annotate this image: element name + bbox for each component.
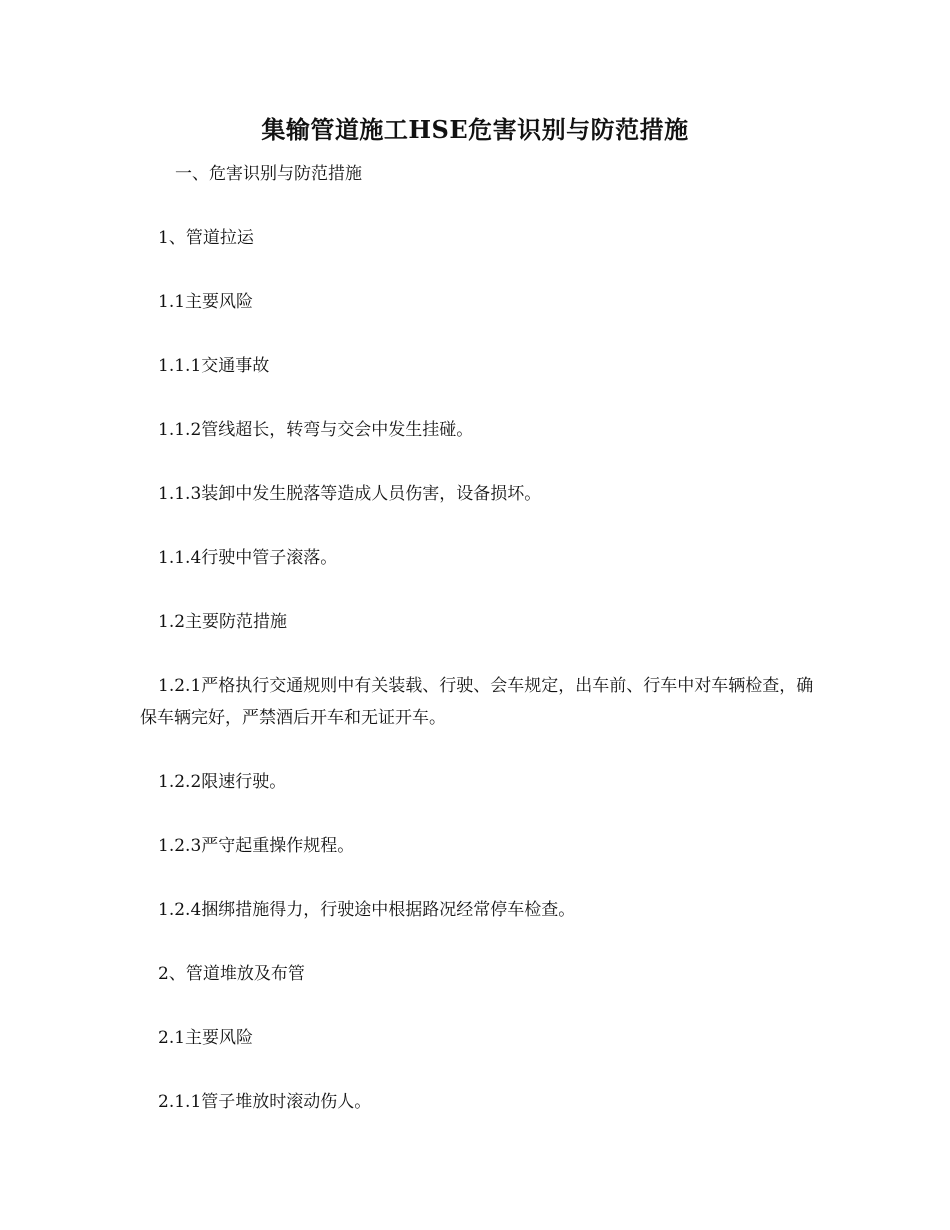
paragraph-1-1-3: 1.1.3装卸中发生脱落等造成人员伤害，设备损坏。 xyxy=(158,484,542,504)
paragraph-1-1-2: 1.1.2管线超长，转弯与交会中发生挂碰。 xyxy=(158,420,474,440)
paragraph-1-2: 1.2主要防范措施 xyxy=(158,612,288,632)
paragraph-2-1: 2.1主要风险 xyxy=(158,1028,254,1048)
paragraph-1-1-1: 1.1.1交通事故 xyxy=(158,356,270,376)
subsection-heading-2: 2、管道堆放及布管 xyxy=(158,964,305,984)
paragraph-1-1-4: 1.1.4行驶中管子滚落。 xyxy=(158,548,338,568)
document-title: 集输管道施工HSE危害识别与防范措施 xyxy=(261,115,689,144)
paragraph-2-1-1: 2.1.1管子堆放时滚动伤人。 xyxy=(158,1092,372,1112)
paragraph-1-1: 1.1主要风险 xyxy=(158,292,254,312)
section-heading-1: 一、危害识别与防范措施 xyxy=(175,164,362,184)
paragraph-1-2-1: 1.2.1严格执行交通规则中有关装载、行驶、会车规定，出车前、行车中对车辆检查，确保车辆完好，严禁酒后开车和无证开车。 xyxy=(140,676,814,728)
paragraph-1-2-3: 1.2.3严守起重操作规程。 xyxy=(158,836,355,856)
paragraph-1-2-2: 1.2.2限速行驶。 xyxy=(158,772,287,792)
subsection-heading-1: 1、管道拉运 xyxy=(158,228,254,248)
paragraph-1-2-4: 1.2.4捆绑措施得力，行驶途中根据路况经常停车检查。 xyxy=(158,900,576,920)
